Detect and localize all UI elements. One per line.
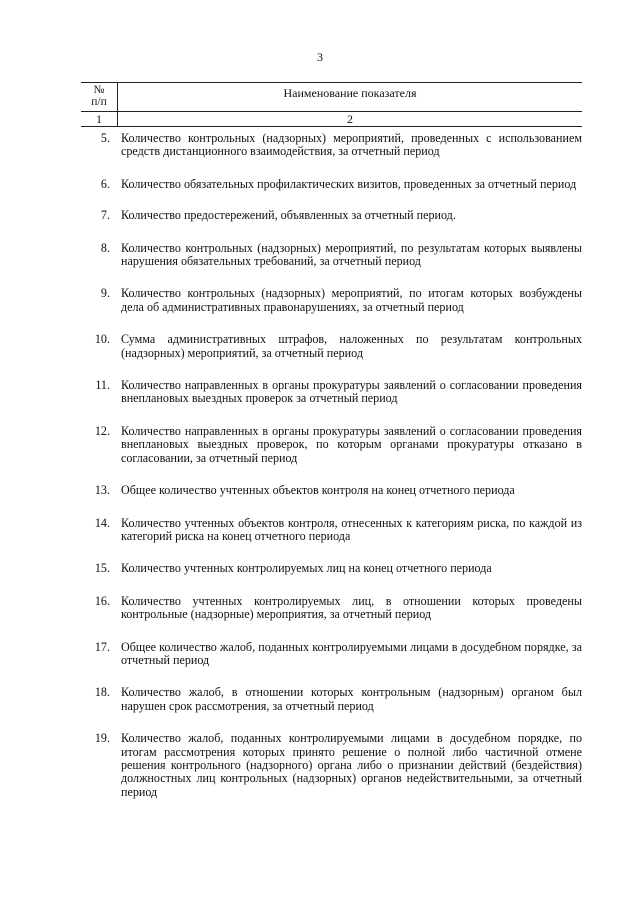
row-text: Количество направленных в органы прокуратуры заявлений о согласовании проведения внеплановых выездных проверок, по которым органами прокуратуры отказано в согласовании, за отчетный период: [121, 423, 582, 465]
row-text: Общее количество учтенных объектов контроля на конец отчетного периода: [121, 483, 515, 498]
row-text: Количество учтенных объектов контроля, отнесенных к категориям риска, по каждой из категорий риска на конец отчетного периода: [121, 515, 582, 543]
table-row: [81, 242, 582, 269]
table-row: [81, 517, 582, 544]
row-number: 13.: [94, 483, 110, 498]
table-header-row: [81, 82, 582, 112]
column-index-2: 2: [347, 112, 353, 126]
table-row: [81, 562, 582, 575]
row-text: Количество направленных в органы прокуратуры заявлений о согласовании проведения внеплановых выездных проверок за отчетный период: [121, 378, 582, 406]
row-number: 8.: [100, 240, 110, 255]
row-number: 7.: [100, 208, 110, 223]
row-text: Количество жалоб, поданных контролируемыми лицами в досудебном порядке, по итогам рассмотрения которых принято решение о полной либо частичной отмене решения контрольного (надзорного) органа либо о признании действий (бездействия) должностных лиц контрольных (надзорных) органов недействительными, за отчетный период: [121, 731, 582, 799]
row-text: Сумма административных штрафов, наложенных по результатам контрольных (надзорных) мероприятий, за отчетный период: [121, 332, 582, 360]
row-number: 15.: [94, 561, 110, 576]
table-row: [81, 732, 582, 799]
table-row: [81, 686, 582, 713]
table-row: [81, 595, 582, 622]
column-index-1: 1: [81, 112, 118, 126]
row-text: Количество контрольных (надзорных) мероприятий, по итогам которых возбуждены дела об административных правонарушениях, за отчетный период: [121, 286, 582, 314]
table-row: [81, 484, 582, 497]
header-indicator-name: Наименование показателя: [283, 86, 417, 100]
table-row: [81, 641, 582, 668]
row-number: 17.: [94, 639, 110, 654]
page-number: 3: [317, 50, 323, 64]
row-number: 19.: [94, 731, 110, 746]
row-number: 18.: [94, 685, 110, 700]
row-number: 10.: [94, 332, 110, 347]
row-text: Общее количество жалоб, поданных контролируемыми лицами в досудебном порядке, за отчетный период: [121, 639, 582, 667]
row-text: Количество жалоб, в отношении которых контрольным (надзорным) органом был нарушен срок рассмотрения, за отчетный период: [121, 685, 582, 713]
row-text: Количество учтенных контролируемых лиц, в отношении которых проведены контрольные (надзорные) мероприятия, за отчетный период: [121, 593, 582, 622]
table-row: [81, 425, 582, 465]
row-text: Количество предостережений, объявленных за отчетный период.: [121, 208, 456, 223]
row-text: Количество контрольных (надзорных) мероприятий, по результатам которых выявлены нарушения обязательных требований, за отчетный период: [121, 240, 582, 269]
table-row: [81, 132, 582, 159]
row-text: Количество контрольных (надзорных) мероприятий, проведенных с использованием средств дистанционного взаимодействия, за отчетный период: [121, 131, 582, 159]
table-row: [81, 287, 582, 314]
row-number: 12.: [94, 423, 110, 438]
table-row: [81, 178, 582, 191]
row-number: 6.: [100, 176, 110, 191]
indicator-list: [81, 132, 582, 799]
row-number: 11.: [95, 378, 110, 393]
header-number-abbr: п/п: [91, 96, 107, 108]
table-row: [81, 209, 582, 222]
row-number: 9.: [100, 286, 110, 301]
row-text: Количество учтенных контролируемых лиц на конец отчетного периода: [121, 561, 492, 576]
row-text: Количество обязательных профилактических визитов, проведенных за отчетный период: [121, 176, 577, 191]
table-row: [81, 379, 582, 406]
column-index-row: [81, 112, 582, 127]
row-number: 14.: [94, 515, 110, 530]
row-number: 5.: [100, 131, 110, 145]
table-row: [81, 333, 582, 360]
indicators-table: [81, 82, 582, 799]
header-number-cell: [81, 83, 118, 111]
header-number-symbol: №: [93, 84, 105, 96]
row-number: 16.: [94, 593, 110, 608]
